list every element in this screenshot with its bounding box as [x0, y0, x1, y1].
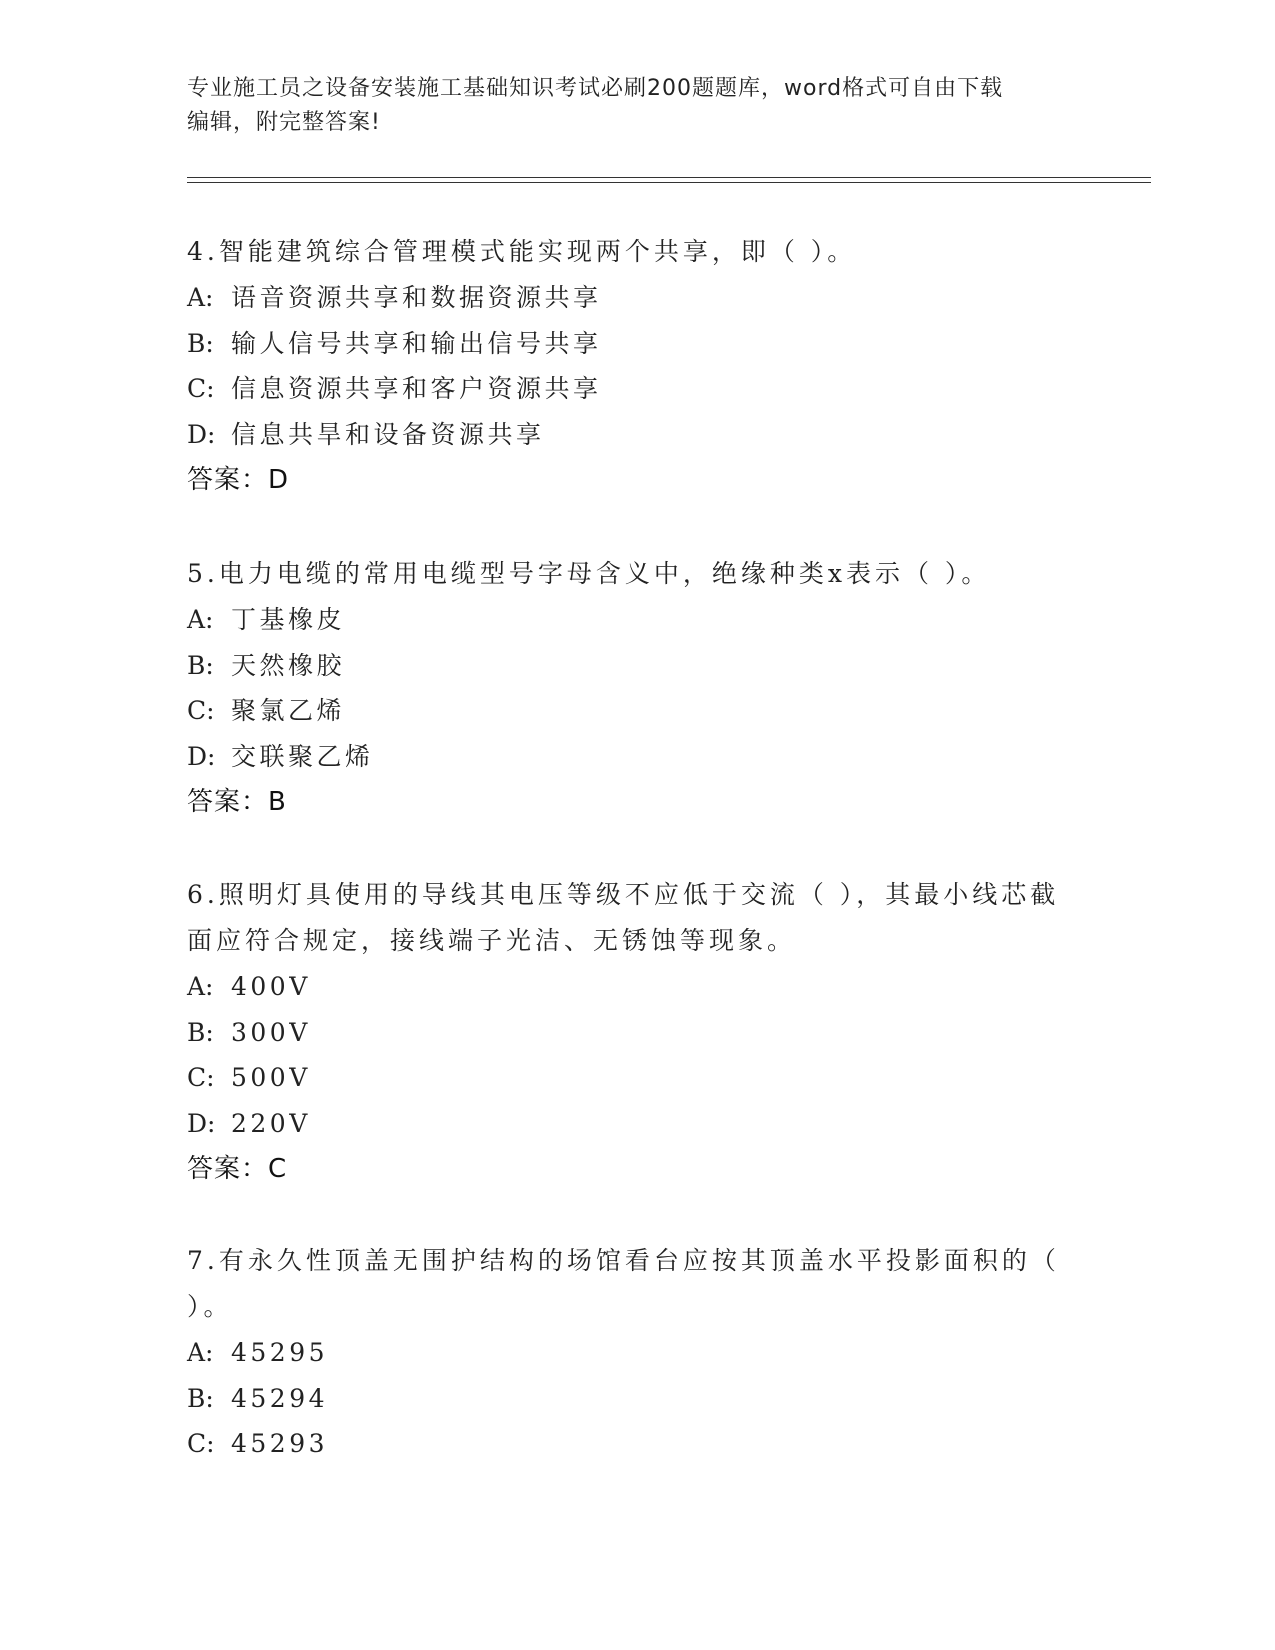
option-text: 交联聚乙烯 [231, 741, 374, 771]
option-d [187, 734, 1087, 780]
option-letter: A: [187, 1338, 214, 1367]
option-text: 输人信号共享和输出信号共享 [231, 328, 602, 358]
option-text: 天然橡胶 [231, 650, 346, 680]
option-b [187, 321, 1087, 367]
option-text: 45294 [231, 1383, 329, 1413]
option-c [187, 688, 1087, 734]
question-5 [187, 551, 1087, 825]
option-text: 信息共旱和设备资源共享 [231, 419, 545, 449]
option-b [187, 643, 1087, 689]
option-letter: B: [187, 1017, 214, 1047]
option-a [187, 597, 1087, 643]
option-letter: D: [187, 419, 216, 449]
option-d [187, 412, 1087, 458]
answer: 答案：D [187, 465, 290, 495]
option-letter: B: [187, 1383, 214, 1413]
option-letter: B: [187, 328, 214, 358]
option-letter: C: [187, 1429, 215, 1458]
question-4 [187, 229, 1087, 503]
option-text: 丁基橡皮 [231, 605, 346, 634]
option-text: 聚氯乙烯 [231, 696, 346, 725]
option-text: 信息资源共享和客户资源共享 [231, 374, 602, 403]
option-text: 220V [231, 1108, 311, 1138]
option-a [187, 1330, 1067, 1376]
question-6 [187, 872, 1067, 1192]
option-c [187, 1421, 1067, 1467]
answer: 答案：B [187, 787, 287, 817]
option-letter: C: [187, 696, 215, 725]
question-text: 5.电力电缆的常用电缆型号字母含义中，绝缘种类x表示（ ）。 [187, 559, 991, 588]
header-divider-top [187, 177, 1151, 178]
option-text: 300V [231, 1017, 311, 1047]
option-a [187, 275, 1087, 321]
question-text: 6.照明灯具使用的导线其电压等级不应低于交流（ ），其最小线芯截面应符合规定，接线端子光洁、无锈蚀等现象。 [187, 880, 1060, 955]
question-text: 7.有永久性顶盖无围护结构的场馆看台应按其顶盖水平投影面积的（ ）。 [187, 1246, 1060, 1321]
option-b [187, 1010, 1067, 1056]
option-letter: B: [187, 650, 214, 680]
question-text: 4.智能建筑综合管理模式能实现两个共享，即（ ）。 [187, 237, 857, 266]
header-line-2: 编辑，附完整答案! [187, 110, 381, 135]
option-d [187, 1101, 1067, 1147]
option-text: 语音资源共享和数据资源共享 [231, 283, 602, 312]
option-letter: C: [187, 1063, 215, 1092]
option-a [187, 964, 1067, 1010]
option-c [187, 1055, 1067, 1101]
header-divider-bottom [187, 182, 1151, 183]
option-letter: A: [187, 283, 214, 312]
option-b [187, 1376, 1067, 1422]
option-text: 45293 [231, 1429, 329, 1458]
option-text: 45295 [231, 1338, 329, 1367]
option-letter: C: [187, 374, 215, 403]
option-letter: A: [187, 972, 214, 1001]
option-letter: D: [187, 741, 216, 771]
option-text: 500V [231, 1063, 311, 1092]
answer: 答案：C [187, 1154, 288, 1184]
option-letter: A: [187, 605, 214, 634]
document-header [187, 72, 1087, 140]
header-line-1: 专业施工员之设备安装施工基础知识考试必刷200题题库，word格式可自由下载 [187, 76, 1004, 101]
option-c [187, 366, 1087, 412]
question-7 [187, 1238, 1067, 1467]
option-text: 400V [231, 972, 311, 1001]
option-letter: D: [187, 1108, 216, 1138]
